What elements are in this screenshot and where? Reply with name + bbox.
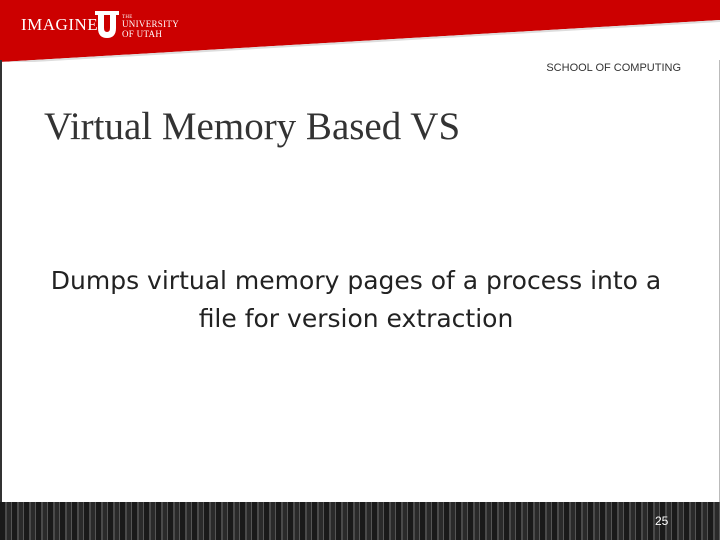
logo-university-text: [122, 15, 179, 39]
university-logo: [0, 0, 200, 52]
school-label: SCHOOL OF COMPUTING: [546, 62, 681, 74]
logo-university-line1: UNIVERSITY: [122, 19, 179, 29]
footer-band: [0, 502, 720, 540]
slide-title: Virtual Memory Based VS: [44, 105, 461, 148]
slide-body-text: Dumps virtual memory pages of a process into a file for version extraction: [50, 266, 662, 333]
left-edge-line: [0, 60, 2, 502]
logo-imagine-text: IMAGINE: [21, 15, 99, 34]
page-number: 25: [655, 514, 669, 528]
block-u-icon: [94, 10, 120, 40]
logo-the-text: THE: [122, 15, 133, 20]
logo-university-line2: OF UTAH: [122, 28, 163, 39]
